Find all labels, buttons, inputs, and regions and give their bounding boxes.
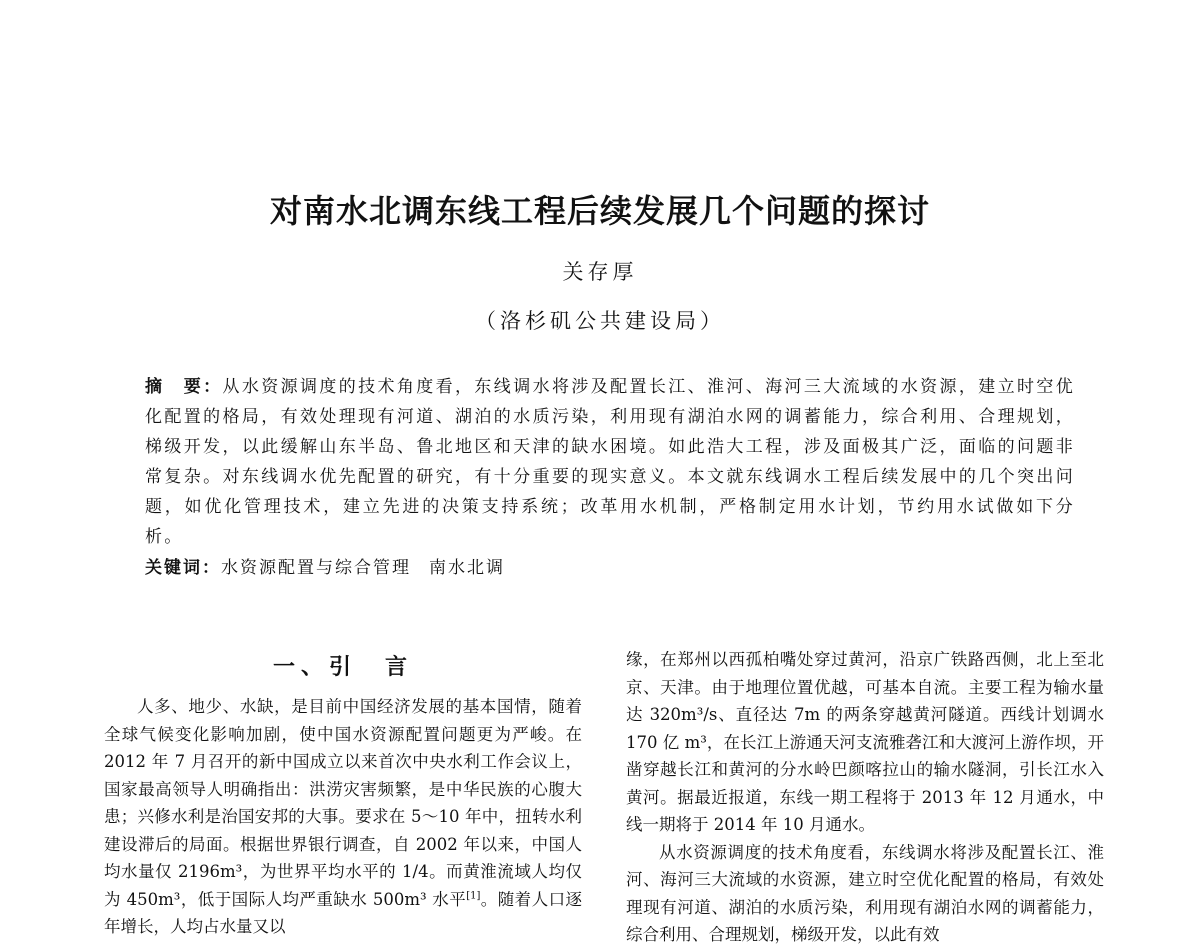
citation-ref: [1] (466, 890, 481, 901)
paper-title: 对南水北调东线工程后续发展几个问题的探讨 (269, 192, 930, 230)
author-name: 关存厚 (562, 260, 638, 284)
right-paragraph-1: 缘，在郑州以西孤柏嘴处穿过黄河，沿京广铁路西侧，北上至北京、天津。由于地理位置优越，可基本自流。主要工程为输水量达 320m³/s、直径达 7m 的两条穿越黄河隧道。西线计划调水 170 亿 m³，在长江上游通天河支流雅砻江和大渡河上游作坝，开凿穿越长江和黄河的分水岭巴颜喀拉山的输水隧洞，引长江水入黄河。据最近报道，东线一期工程将于 2013 年 12 月通水，中线一期将于 2014 年 10 月通水。 (626, 650, 1104, 834)
keywords (145, 553, 1075, 583)
keyword-item: 水资源配置与综合管理 (221, 558, 411, 578)
abstract-label: 摘 要： (145, 377, 223, 397)
intro-paragraph-text: 人多、地少、水缺，是目前中国经济发展的基本国情，随着全球气候变化影响加剧，使中国水资源配置问题更为严峻。在 2012 年 7 月召开的新中国成立以来首次中央水利工作会议上，国家最高领导人明确指出：洪涝灾害频繁，是中华民族的心腹大患；兴修水利是治国安邦的大事。要求在 5～10 年中，扭转水利建设滞后的局面。根据世界银行调查，自 2002 年以来，中国人均水量仅 2196m³，为世界平均水平的 1/4。而黄淮流域人均仅为 450m³，低于国际人均严重缺水 500m³ 水平 (104, 697, 582, 909)
keywords-label: 关键词： (145, 558, 221, 578)
abstract-text: 从水资源调度的技术角度看，东线调水将涉及配置长江、淮河、海河三大流域的水资源，建立时空优化配置的格局，有效处理现有河道、湖泊的水质污染，利用现有湖泊水网的调蓄能力，综合利用、合理规划，梯级开发，以此缓解山东半岛、鲁北地区和天津的缺水困境。如此浩大工程，涉及面极其广泛，面临的问题非常复杂。对东线调水优先配置的研究，有十分重要的现实意义。本文就东线调水工程后续发展中的几个突出问题，如优化管理技术，建立先进的决策支持系统；改革用水机制，严格制定用水计划，节约用水试做如下分析。 (145, 377, 1075, 547)
keyword-item: 南水北调 (429, 558, 505, 578)
author-affiliation: （洛杉矶公共建设局） (475, 309, 725, 333)
right-paragraph-2: 从水资源调度的技术角度看，东线调水将涉及配置长江、淮河、海河三大流域的水资源，建立时空优化配置的格局，有效处理现有河道、湖泊的水质污染，利用现有湖泊水网的调蓄能力，综合利用、合理规划，梯级开发，以此有效 (626, 842, 1104, 944)
intro-paragraph (104, 693, 582, 941)
left-column (104, 693, 582, 941)
intro-paragraph-tail: 。随着人口逐年增长，人均占水量又以 (104, 889, 583, 936)
section-heading-introduction: 一、引 言 (272, 655, 413, 680)
right-column (626, 646, 1104, 949)
abstract (145, 372, 1075, 552)
